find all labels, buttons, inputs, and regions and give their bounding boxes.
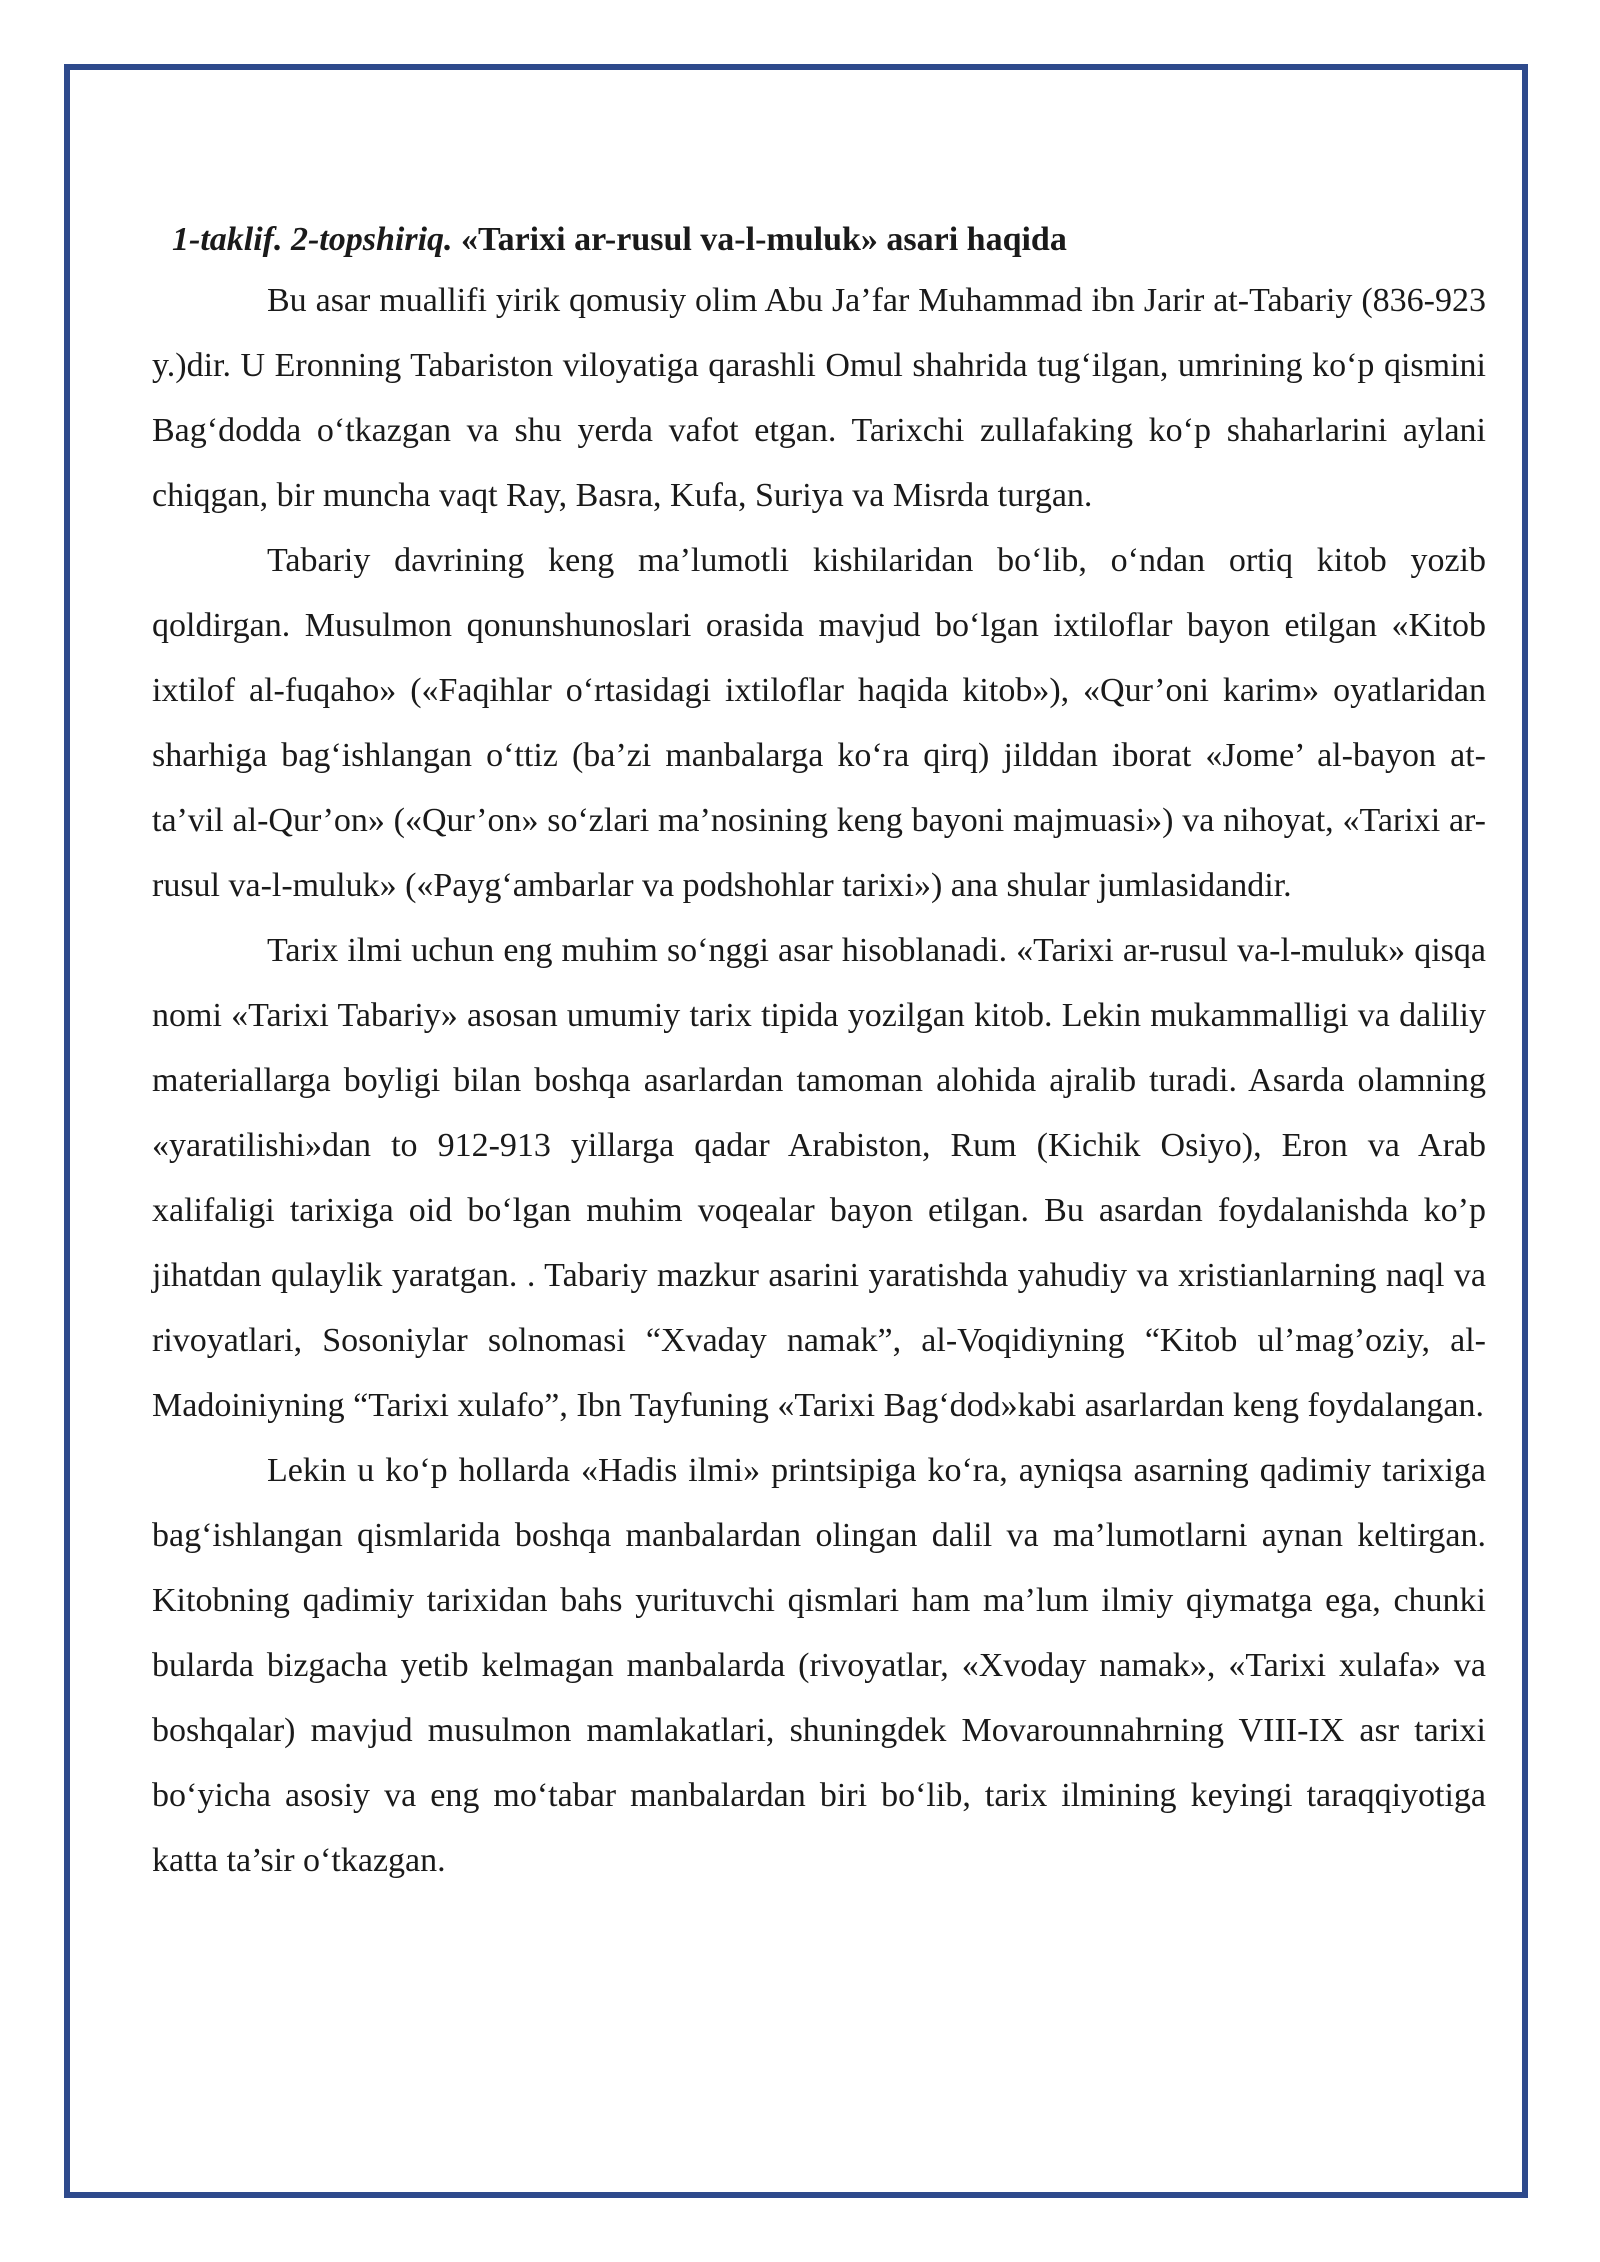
paragraph-1: Bu asar muallifi yirik qomusiy olim Abu Ja’far Muhammad ibn Jarir at-Tabariy (836-923 y.)dir. U Eronning Tabariston viloyatiga qarashli Omul shahrida tug‘ilgan, umrining ko‘p qismini Bag‘dodda o‘tkazgan va shu yerda vafot etgan. Tarixchi zullafaking ko‘p shaharlarini aylani chiqgan, bir muncha vaqt Ray, Basra, Kufa, Suriya va Misrda turgan.: [152, 282, 1486, 514]
section-heading: [172, 218, 1486, 262]
paragraph-2: Tabariy davrining keng ma’lumotli kishilaridan bo‘lib, o‘ndan ortiq kitob yozib qoldirgan. Musulmon qonunshunoslari orasida mavjud bo‘lgan ixtiloflar bayon etilgan «Kitob ixtilof al-fuqaho» («Faqihlar o‘rtasidagi ixtiloflar haqida kitob»), «Qur’oni karim» oyatlaridan sharhiga bag‘ishlangan o‘ttiz (ba’zi manbalarga ko‘ra qirq) jilddan iborat «Jome’ al-bayon at-ta’vil al-Qur’on» («Qur’on» so‘zlari ma’nosining keng bayoni majmuasi») va nihoyat, «Tarixi ar-rusul va-l-muluk» («Payg‘ambarlar va podshohlar tarixi») ana shular jumlasidandir.: [152, 542, 1486, 904]
section-title: «Tarixi ar-rusul va-l-muluk» asari haqida: [452, 221, 1067, 258]
task-label: 1-taklif. 2-topshiriq.: [172, 221, 453, 258]
paragraph-4: Lekin u ko‘p hollarda «Hadis ilmi» printsipiga ko‘ra, ayniqsa asarning qadimiy tarixiga bag‘ishlangan qismlarida boshqa manbalardan olingan dalil va ma’lumotlarni aynan keltirgan. Kitobning qadimiy tarixidan bahs yurituvchi qismlari ham ma’lum ilmiy qiymatga ega, chunki bularda bizgacha yetib kelmagan manbalarda (rivoyatlar, «Xvoday namak», «Tarixi xulafa» va boshqalar) mavjud musulmon mamlakatlari, shuningdek Movarounnahrning VIII-IX asr tarixi bo‘yicha asosiy va eng mo‘tabar manbalardan biri bo‘lib, tarix ilmining keyingi taraqqiyotiga katta ta’sir o‘tkazgan.: [152, 1452, 1486, 1879]
document-body: [152, 218, 1486, 1893]
paragraph-3: Tarix ilmi uchun eng muhim so‘nggi asar hisoblanadi. «Tarixi ar-rusul va-l-muluk» qisqa nomi «Tarixi Tabariy» asosan umumiy tarix tipida yozilgan kitob. Lekin mukammalligi va daliliy materiallarga boyligi bilan boshqa asarlardan tamoman alohida ajralib turadi. Asarda olamning «yaratilishi»dan to 912-913 yillarga qadar Arabiston, Rum (Kichik Osiyo), Eron va Arab xalifaligi tarixiga oid bo‘lgan muhim voqealar bayon etilgan. Bu asardan foydalanishda ko’p jihatdan qulaylik yaratgan. . Tabariy mazkur asarini yaratishda yahudiy va xristianlarning naql va rivoyatlari, Sosoniylar solnomasi “Xvaday namak”, al-Voqidiyning “Kitob ul’mag’oziy, al-Madoiniyning “Tarixi xulafo”, Ibn Tayfuning «Tarixi Bag‘dod»kabi asarlardan keng foydalangan.: [152, 932, 1486, 1424]
